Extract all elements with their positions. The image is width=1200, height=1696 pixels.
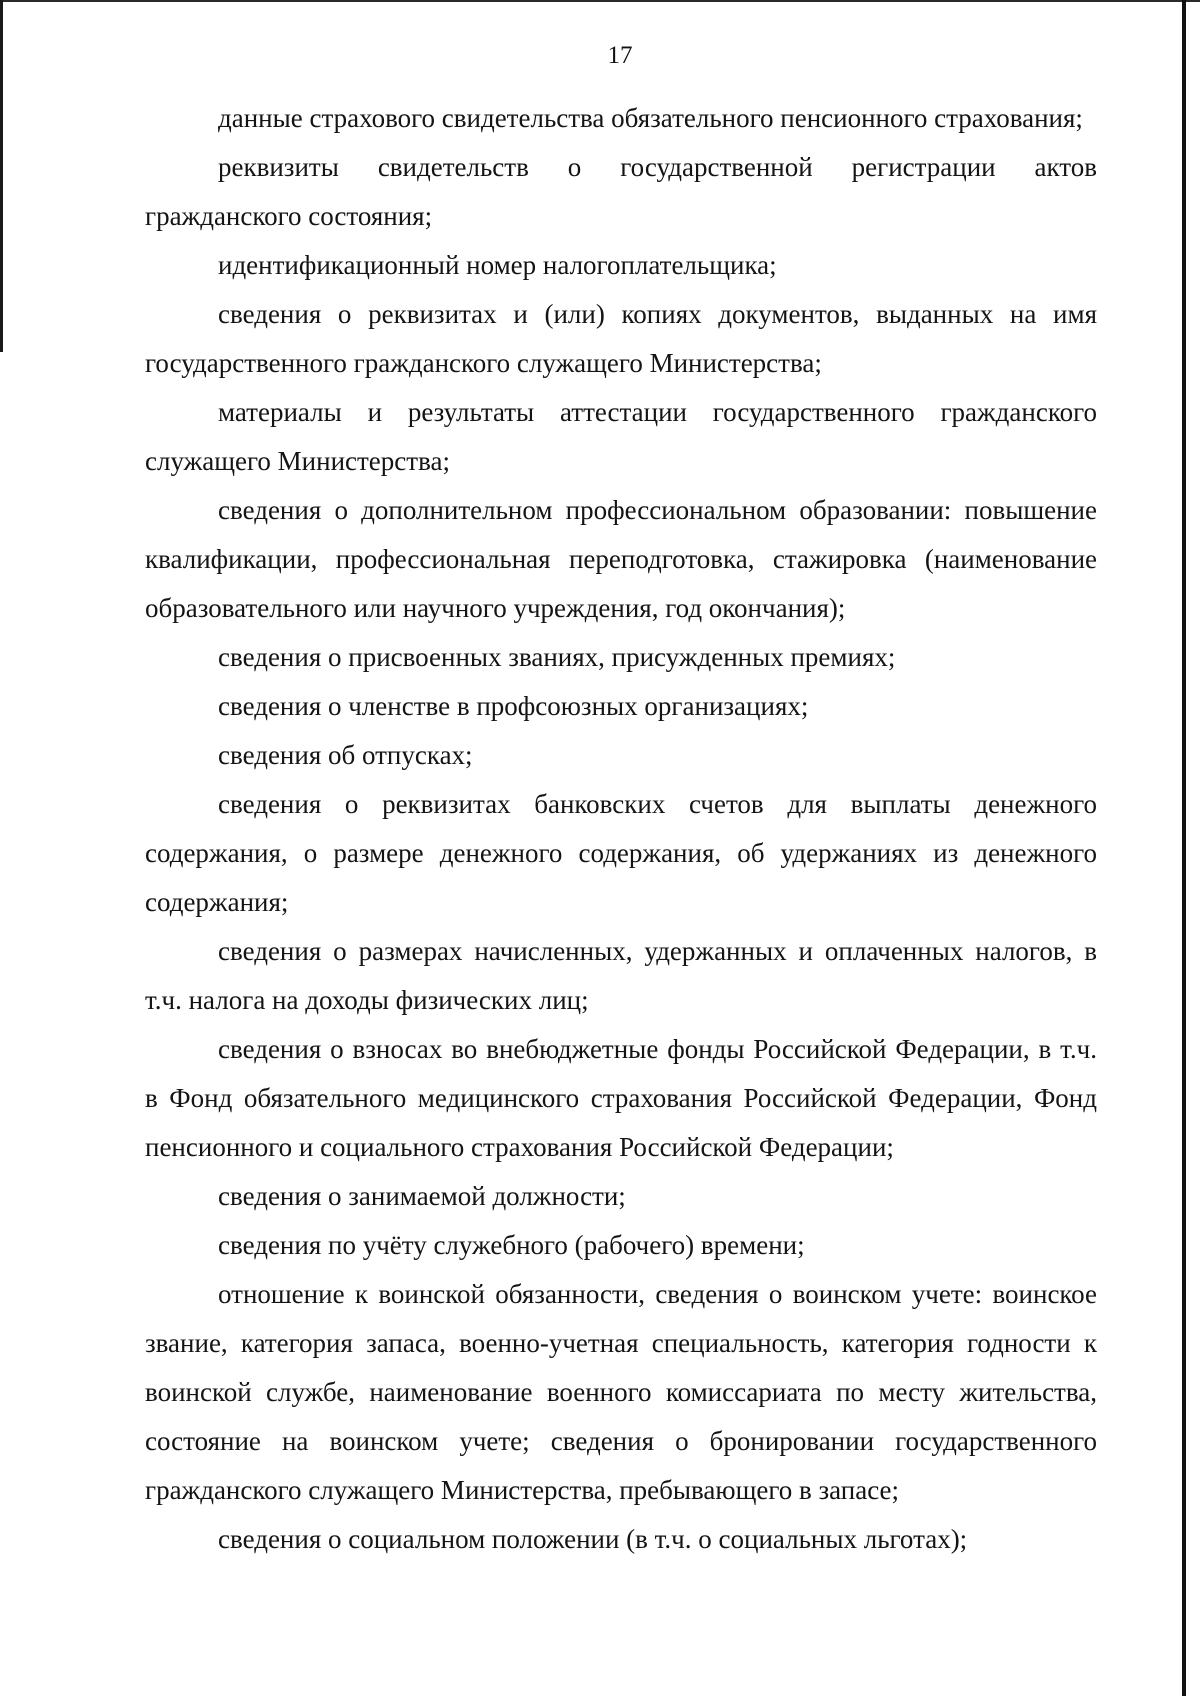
paragraph: материалы и результаты аттестации государственного гражданского служащего Министерства;: [145, 397, 1097, 476]
paragraph: сведения о реквизитах и (или) копиях документов, выданных на имя государственного гражданского служащего Министерства;: [145, 299, 1097, 378]
page-number: 17: [607, 42, 633, 69]
paragraph: данные страхового свидетельства обязательного пенсионного страхования;: [218, 103, 1083, 133]
paragraph: сведения о социальном положении (в т.ч. о социальных льготах);: [218, 1524, 968, 1554]
paragraph: сведения об отпусках;: [218, 740, 473, 770]
paragraph: сведения о присвоенных званиях, присужденных премиях;: [218, 642, 896, 672]
scan-border-top: [0, 0, 1200, 2]
paragraph: сведения по учёту служебного (рабочего) времени;: [218, 1230, 805, 1260]
document-body: [145, 94, 1097, 1564]
paragraph: сведения о членстве в профсоюзных организациях;: [218, 691, 809, 721]
paragraph: сведения о занимаемой должности;: [218, 1181, 626, 1211]
scan-border-right: [1182, 0, 1186, 1696]
paragraph: сведения о реквизитах банковских счетов для выплаты денежного содержания, о размере денежного содержания, об удержаниях из денежного содержания;: [145, 789, 1097, 917]
paragraph: сведения о дополнительном профессиональном образовании: повышение квалификации, профессиональная переподготовка, стажировка (наименование образовательного или научного учреждения, год окончания);: [145, 495, 1097, 623]
paragraph: сведения о взносах во внебюджетные фонды Российской Федерации, в т.ч. в Фонд обязательного медицинского страхования Российской Федерации, Фонд пенсионного и социального страхования Российской Федерации;: [145, 1034, 1097, 1162]
paragraph: сведения о размерах начисленных, удержанных и оплаченных налогов, в т.ч. налога на доходы физических лиц;: [145, 936, 1097, 1015]
paragraph: идентификационный номер налогоплательщика;: [218, 250, 777, 280]
paragraph: реквизиты свидетельств о государственной регистрации актов гражданского состояния;: [145, 152, 1097, 231]
paragraph: отношение к воинской обязанности, сведения о воинском учете: воинское звание, категория запаса, военно-учетная специальность, категория годности к воинской службе, наименование военного комиссариата по месту жительства, состояние на воинском учете; сведения о бронировании государственного гражданского служащего Министерства, пребывающего в запасе;: [145, 1279, 1097, 1505]
